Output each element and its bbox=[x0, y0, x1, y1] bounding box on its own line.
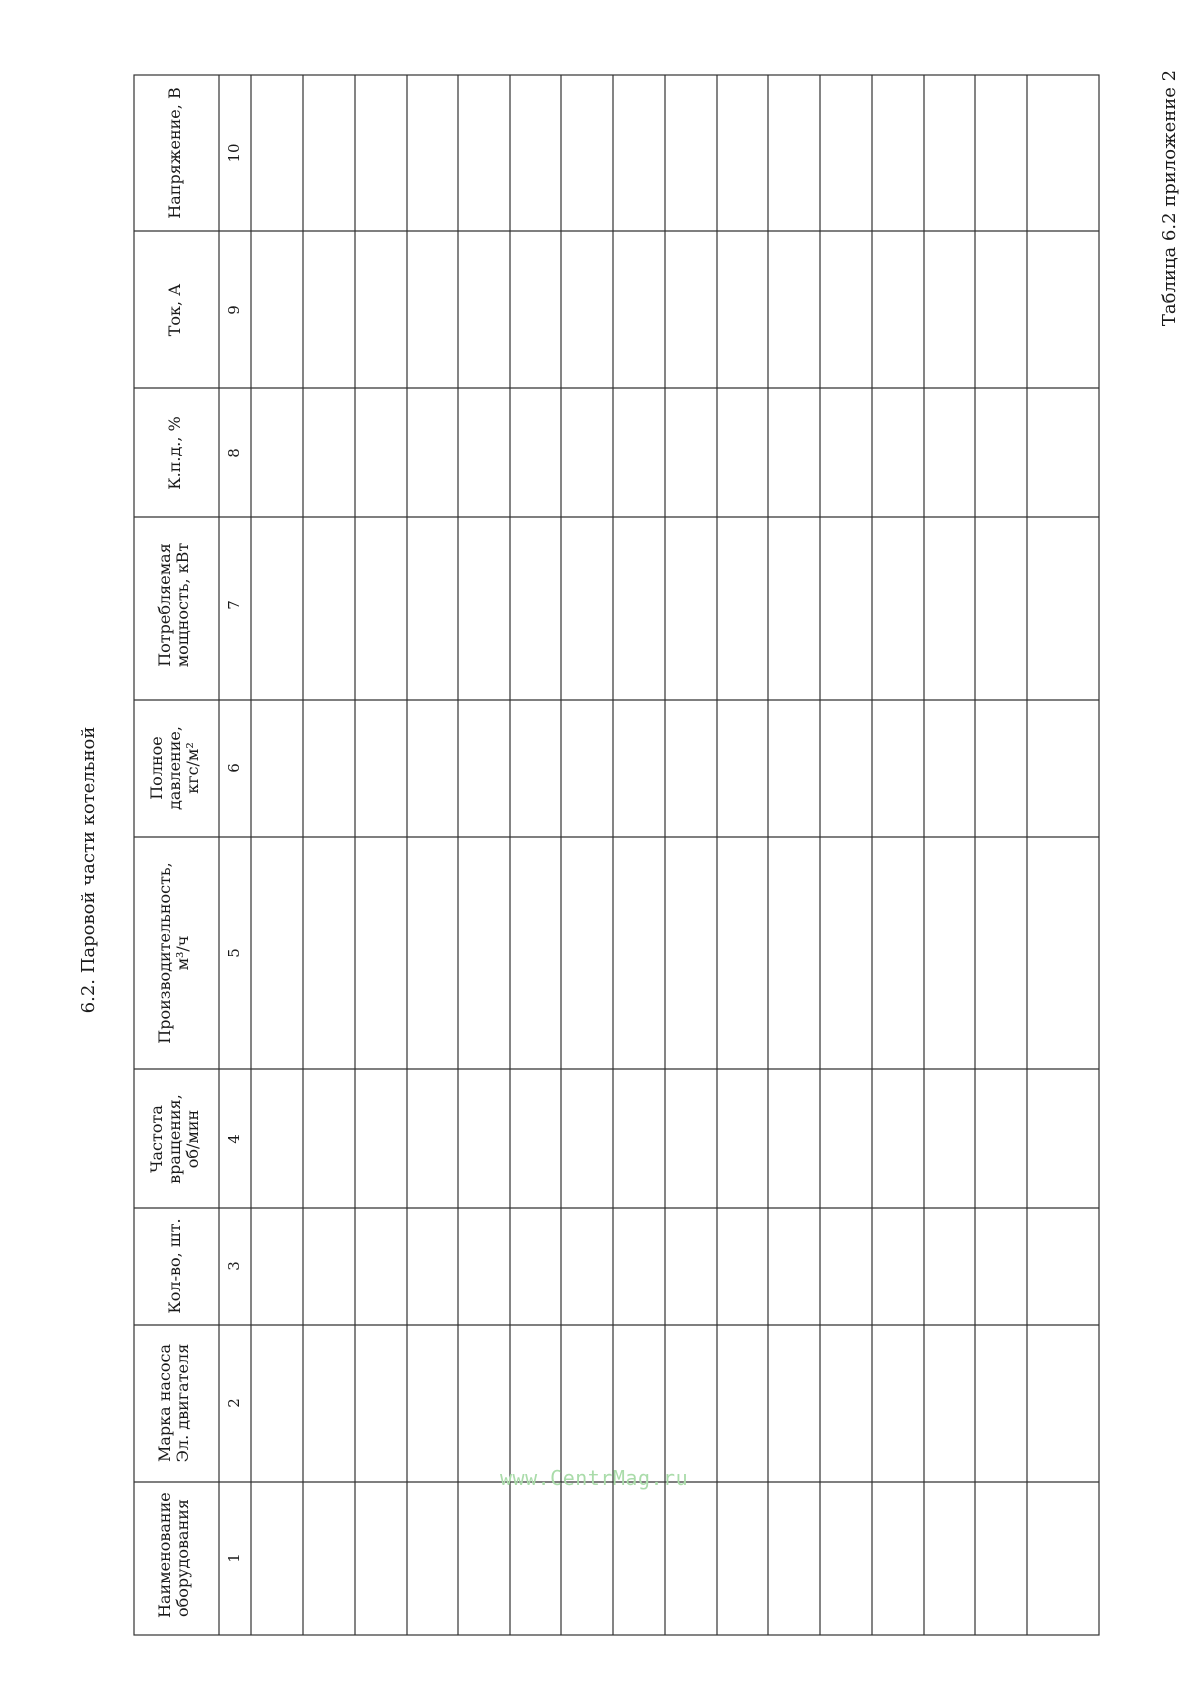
col-header-5: Производительность, м³/ч bbox=[155, 862, 192, 1044]
watermark: www.CentrMag.ru bbox=[500, 1466, 689, 1490]
col-number-10: 10 bbox=[225, 143, 243, 163]
col-number-4: 4 bbox=[225, 1134, 243, 1144]
table-border bbox=[134, 75, 1099, 1635]
col-header-4: Частота вращения, об/мин bbox=[147, 1094, 202, 1184]
col-number-2: 2 bbox=[225, 1398, 243, 1408]
col-number-9: 9 bbox=[225, 305, 243, 315]
col-number-6: 6 bbox=[225, 763, 243, 773]
col-header-7: Потребляемая мощность, кВт bbox=[155, 542, 192, 668]
col-number-1: 1 bbox=[225, 1553, 243, 1563]
col-number-8: 8 bbox=[225, 448, 243, 458]
page-title: 6.2. Паровой части котельной bbox=[78, 726, 99, 1014]
col-number-3: 3 bbox=[225, 1261, 243, 1271]
table-caption: Таблица 6.2 приложение 2 bbox=[1159, 69, 1180, 327]
col-header-10: Напряжение, В bbox=[165, 87, 184, 219]
col-header-3: Кол-во, шт. bbox=[165, 1218, 184, 1314]
col-number-7: 7 bbox=[225, 600, 243, 610]
col-header-9: Ток, А bbox=[165, 283, 184, 337]
col-header-1: Наименование оборудования bbox=[155, 1492, 192, 1618]
col-header-8: К.п.д., % bbox=[165, 416, 184, 490]
col-header-6: Полное давление, кгс/м² bbox=[147, 726, 202, 810]
col-header-2: Марка насоса Эл. двигателя bbox=[155, 1343, 192, 1463]
col-number-5: 5 bbox=[225, 948, 243, 958]
